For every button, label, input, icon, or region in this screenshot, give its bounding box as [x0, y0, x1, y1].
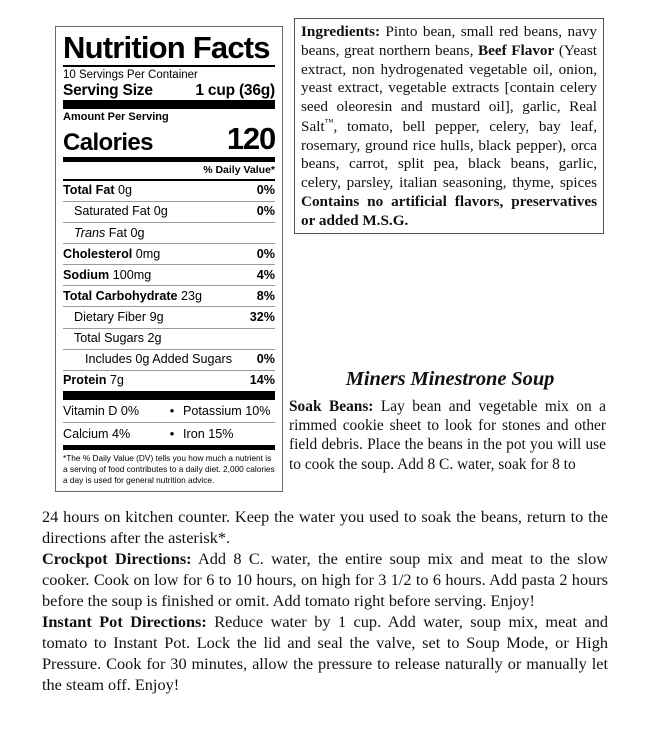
nutrition-facts-title: Nutrition Facts — [63, 30, 270, 65]
potassium-value: Potassium 10% — [183, 403, 271, 418]
bullet-separator-icon: • — [169, 402, 175, 418]
nutrient-row-trans-fat — [63, 223, 275, 243]
nutrient-row-dietary-fiber — [63, 307, 275, 327]
ingredients-body-part-3: , tomato, bell pepper, celery, bay leaf, rosemary, ground rice hulls, black pepper), orca beans, carrot, split pea, black beans, garlic, celery, parsley, italian seasoning, thyme, spices — [301, 117, 597, 192]
divider-thick-top — [63, 100, 275, 109]
nutrient-row-sodium — [63, 265, 275, 285]
nutrient-dv-protein: 14% — [249, 373, 275, 388]
nutrient-row-cholesterol — [63, 244, 275, 264]
nutrition-facts-panel — [55, 26, 283, 492]
bullet-separator-icon: • — [169, 426, 175, 441]
instant-pot-directions-body: Reduce water by 1 cup. Add water, soup mix, meat and tomato to Instant Pot. Lock the lid and seal the valve, set to Soup Mode, or High Pressure. Cook for 30 minutes, allow the pressure to release naturally or manually let the steam off. Enjoy! — [42, 612, 608, 695]
soak-beans-continuation: 24 hours on kitchen counter. Keep the water you used to soak the beans, return to the directions after the asterisk*. — [42, 507, 608, 548]
nutrient-label-protein: Protein 7g — [63, 373, 124, 388]
instant-pot-directions-paragraph — [42, 611, 608, 695]
daily-value-header: % Daily Value* — [203, 163, 275, 176]
vitamin-row-1 — [63, 400, 275, 422]
nutrient-dv-total-fat: 0% — [256, 183, 275, 198]
soak-beans-body: Lay bean and vegetable mix on a rimmed cookie sheet to look for stones and other field debris. Place the beans in the pot you will use to cook the soup. Add 8 C. water, soak for 8 to — [289, 398, 606, 473]
recipe-directions-block — [42, 506, 608, 695]
nutrient-row-total-sugars — [63, 329, 275, 349]
servings-per-container: 10 Servings Per Container — [63, 68, 198, 81]
calories-row — [63, 121, 275, 157]
nutrient-label-added-sugars: Includes 0g Added Sugars — [85, 352, 233, 367]
nutrient-label-cholesterol: Cholesterol 0mg — [63, 246, 161, 261]
nutrient-label-total-carbohydrate: Total Carbohydrate 23g — [63, 288, 203, 303]
vitamin-d-value: Vitamin D 0% — [63, 403, 140, 418]
daily-value-footnote: *The % Daily Value (DV) tells you how much a nutrient is a serving of food contributes to a daily diet. 2,000 calories a day is used for general nutrition advice. — [63, 453, 275, 486]
ingredients-text — [301, 23, 597, 230]
nutrient-row-total-fat — [63, 181, 275, 201]
vitamin-row-2 — [63, 423, 275, 445]
beef-flavor-label: Beef Flavor — [477, 41, 555, 59]
crockpot-directions-paragraph — [42, 548, 608, 611]
nutrient-row-protein — [63, 371, 275, 391]
divider-thick-bottom — [63, 391, 275, 400]
calcium-value: Calcium 4% — [63, 427, 131, 441]
calories-label: Calories — [63, 129, 153, 157]
nutrient-dv-total-carbohydrate: 8% — [256, 288, 275, 303]
serving-size-row — [63, 82, 275, 100]
ingredients-body-part-1: Pinto bean, small red beans, navy beans, great northern beans, — [301, 23, 597, 59]
nutrient-dv-cholesterol: 0% — [256, 246, 275, 261]
soak-beans-paragraph — [289, 397, 606, 474]
nutrient-row-saturated-fat — [63, 202, 275, 222]
calories-value: 120 — [226, 121, 275, 157]
nutrient-label-total-fat: Total Fat 0g — [63, 183, 133, 198]
contains-no-artificial-note: Contains no artificial flavors, preservatives or added M.S.G. — [301, 192, 597, 229]
nutrient-label-total-sugars: Total Sugars 2g — [74, 331, 162, 346]
nutrient-label-sodium: Sodium 100mg — [63, 267, 152, 282]
soak-beans-heading: Soak Beans: — [289, 398, 374, 415]
trademark-icon: ™ — [324, 116, 334, 127]
ingredients-heading: Ingredients: — [301, 23, 381, 40]
nutrient-label-dietary-fiber: Dietary Fiber 9g — [74, 309, 164, 324]
crockpot-directions-heading: Crockpot Directions: — [42, 549, 192, 569]
amount-per-serving-label: Amount Per Serving — [63, 110, 169, 123]
nutrient-row-added-sugars — [63, 350, 275, 370]
nutrient-dv-dietary-fiber: 32% — [249, 309, 275, 324]
nutrient-dv-saturated-fat: 0% — [256, 204, 275, 219]
nutrient-label-saturated-fat: Saturated Fat 0g — [74, 204, 168, 219]
ingredients-box — [294, 18, 604, 234]
nutrient-label-trans-fat: Trans Fat 0g — [74, 225, 145, 240]
nutrient-row-total-carbohydrate — [63, 286, 275, 306]
instant-pot-directions-heading: Instant Pot Directions: — [42, 612, 207, 632]
recipe-title: Miners Minestrone Soup — [345, 368, 555, 390]
nutrient-dv-added-sugars: 0% — [256, 352, 275, 367]
ingredients-body-part-2: (Yeast extract, non hydrogenated vegetable oil, onion, yeast extract, vegetable extracts [contain celery seed oleoresin and mustard oil], garlic, Real Salt — [301, 41, 597, 135]
serving-size-label: Serving Size — [63, 81, 153, 99]
nutrient-dv-sodium: 4% — [256, 267, 275, 282]
crockpot-directions-body: Add 8 C. water, the entire soup mix and meat to the slow cooker. Cook on low for 6 to 10 hours, on high for 3 1/2 to 6 hours. Add pasta 2 hours before the soup is finished or omit. Add tomato right before serving. Enjoy! — [42, 549, 608, 611]
iron-value: Iron 15% — [183, 427, 234, 441]
serving-size-value: 1 cup (36g) — [195, 81, 275, 99]
